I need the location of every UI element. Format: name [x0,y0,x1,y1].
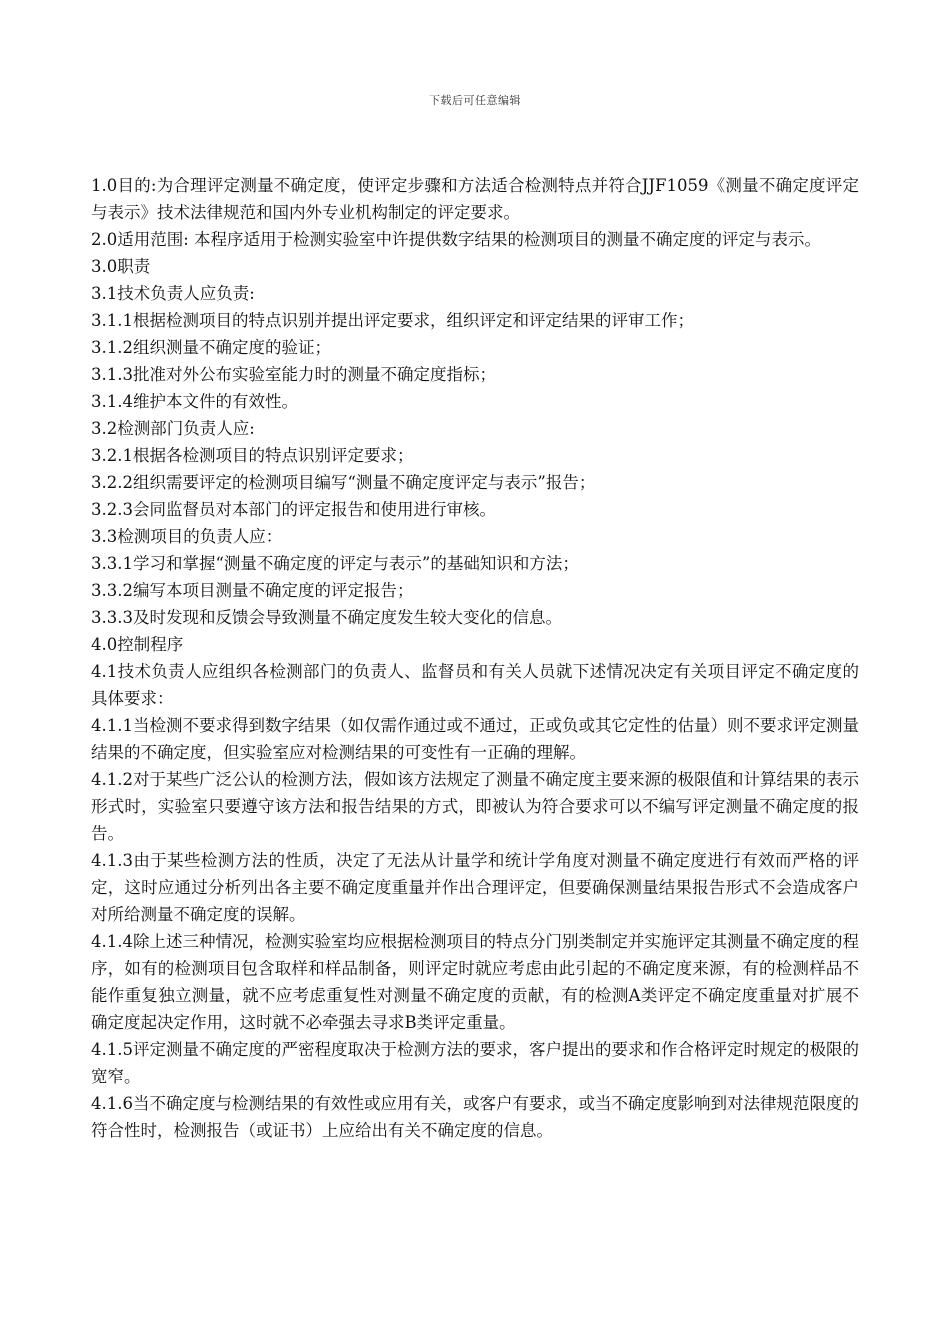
paragraph-4-1-4: 4.1.4除上述三种情况，检测实验室均应根据检测项目的特点分门别类制定并实施评定其测量不确定度的程序，如有的检测项目包含取样和样品制备，则评定时就应考虑由此引起的不确定度来源，有的检测样品不能作重复独立测量，就不应考虑重复性对测量不确定度的贡献，有的检测A类评定不确定度重量对扩展不确定度起决定作用，这时就不必牵强去寻求B类评定重量。 [91,932,859,1032]
document-body [91,172,859,1144]
paragraph-4-1-6: 4.1.6当不确定度与检测结果的有效性或应用有关，或客户有要求，或当不确定度影响到对法律规范限度的符合性时，检测报告（或证书）上应给出有关不确定度的信息。 [91,1094,859,1140]
paragraph-4-1-3: 4.1.3由于某些检测方法的性质，决定了无法从计量学和统计学角度对测量不确定度进行有效而严格的评定，这时应通过分析列出各主要不确定度重量并作出合理评定，但要确保测量结果报告形式不会造成客户对所给测量不确定度的误解。 [91,851,859,924]
section-heading-control-procedure: 4.0控制程序 [91,635,184,654]
list-item: 3.2.1根据各检测项目的特点识别评定要求； [91,446,414,465]
list-item: 3.3.3及时发现和反馈会导致测量不确定度发生较大变化的信息。 [91,608,562,627]
paragraph-4-1-5: 4.1.5评定测量不确定度的严密程度取决于检测方法的要求，客户提出的要求和作合格评定时规定的极限的宽窄。 [91,1040,859,1086]
list-item: 3.1.2组织测量不确定度的验证； [91,338,331,357]
paragraph-scope: 2.0适用范围: 本程序适用于检测实验室中许提供数字结果的检测项目的测量不确定度的评定与表示。 [91,230,822,249]
paragraph-4-1: 4.1技术负责人应组织各检测部门的负责人、监督员和有关人员就下述情况决定有关项目评定不确定度的具体要求： [91,662,859,708]
list-item: 3.1.3批准对外公布实验室能力时的测量不确定度指标； [91,365,496,384]
paragraph-4-1-2: 4.1.2对于某些广泛公认的检测方法，假如该方法规定了测量不确定度主要来源的极限值和计算结果的表示形式时，实验室只要遵守该方法和报告结果的方式，即被认为符合要求可以不编写评定测量不确定度的报告。 [91,770,859,843]
section-heading-responsibilities: 3.0职责 [91,257,151,276]
list-item: 3.2.3会同监督员对本部门的评定报告和使用进行审核。 [91,500,496,519]
list-item: 3.3.1学习和掌握“测量不确定度的评定与表示”的基础知识和方法； [91,554,579,573]
list-item: 3.1.1根据检测项目的特点识别并提出评定要求，组织评定和评定结果的评审工作； [91,311,694,330]
list-item: 3.2.2组织需要评定的检测项目编写“测量不确定度评定与表示”报告； [91,473,596,492]
paragraph-purpose: 1.0目的:为合理评定测量不确定度，使评定步骤和方法适合检测特点并符合JJF1059《测量不确定度评定与表示》技术法律规范和国内外专业机构制定的评定要求。 [91,176,859,222]
subsection-heading-technical-lead: 3.1技术负责人应负责: [91,284,255,303]
subsection-heading-department-lead: 3.2检测部门负责人应: [91,419,255,438]
subsection-heading-project-lead: 3.3检测项目的负责人应： [91,527,283,546]
paragraph-4-1-1: 4.1.1当检测不要求得到数字结果（如仅需作通过或不通过，正或负或其它定性的估量）则不要求评定测量结果的不确定度，但实验室应对检测结果的可变性有一正确的理解。 [91,716,859,762]
list-item: 3.3.2编写本项目测量不确定度的评定报告； [91,581,414,600]
list-item: 3.1.4维护本文件的有效性。 [91,392,298,411]
page-header: 下载后可任意编辑 [429,94,521,107]
